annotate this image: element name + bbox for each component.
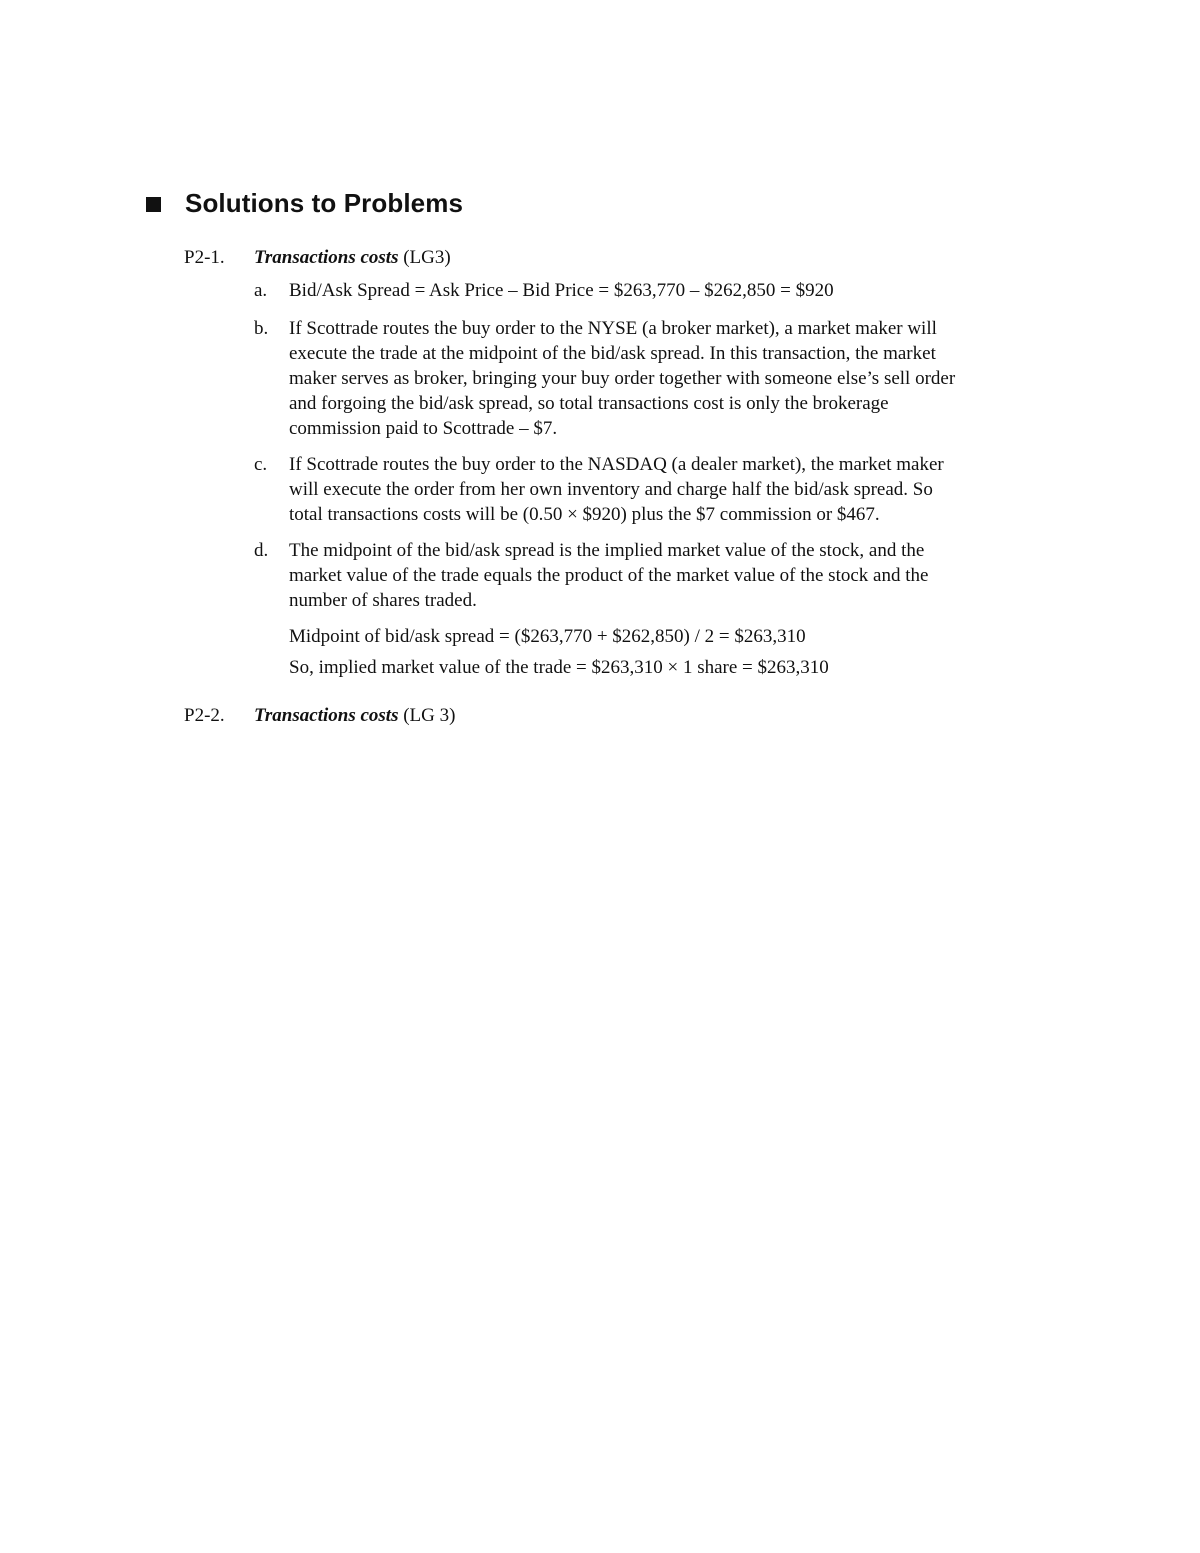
square-bullet-icon <box>146 197 161 212</box>
item-letter: d. <box>254 540 269 561</box>
calculation-midpoint: Midpoint of bid/ask spread = ($263,770 + $262,850) / 2 = $263,310 <box>289 626 806 647</box>
learning-goal: (LG3) <box>398 247 451 268</box>
answer-item-c <box>254 452 1074 527</box>
text-line: The midpoint of the bid/ask spread is the implied market value of the stock, and the <box>289 540 925 561</box>
text-line: and forgoing the bid/ask spread, so total transactions cost is only the brokerage <box>289 393 889 414</box>
text-line: maker serves as broker, bringing your buy order together with someone else’s sell order <box>289 368 956 389</box>
answer-item-a <box>254 278 1074 303</box>
item-text <box>289 316 1074 441</box>
text-line: If Scottrade routes the buy order to the NYSE (a broker market), a market maker will <box>289 318 937 339</box>
problem-header-p2-2 <box>184 703 455 728</box>
learning-goal: (LG 3) <box>398 705 456 726</box>
problem-title: Transactions costs <box>254 247 399 268</box>
item-text <box>289 538 1074 613</box>
problem-number: P2-1. <box>184 247 225 268</box>
section-title: Solutions to Problems <box>185 188 464 218</box>
text-line: If Scottrade routes the buy order to the NASDAQ (a dealer market), the market maker <box>289 454 944 475</box>
item-letter: b. <box>254 318 269 339</box>
text-line: number of shares traded. <box>289 590 477 611</box>
calculation-market-value: So, implied market value of the trade = $263,310 × 1 share = $263,310 <box>289 657 829 678</box>
answer-item-d <box>254 538 1074 613</box>
text-line: total transactions costs will be (0.50 × $920) plus the $7 commission or $467. <box>289 504 880 525</box>
text-line: Bid/Ask Spread = Ask Price – Bid Price = $263,770 – $262,850 = $920 <box>289 280 834 301</box>
answer-item-b <box>254 316 1074 441</box>
item-text <box>289 278 1074 303</box>
text-line: will execute the order from her own inventory and charge half the bid/ask spread. So <box>289 479 933 500</box>
text-line: execute the trade at the midpoint of the bid/ask spread. In this transaction, the market <box>289 343 936 364</box>
problem-number: P2-2. <box>184 705 225 726</box>
item-text <box>289 452 1074 527</box>
section-heading <box>146 188 463 219</box>
text-line: market value of the trade equals the product of the market value of the stock and the <box>289 565 929 586</box>
problem-header-p2-1 <box>184 245 451 270</box>
item-letter: a. <box>254 280 268 301</box>
problem-title: Transactions costs <box>254 705 399 726</box>
text-line: commission paid to Scottrade – $7. <box>289 418 558 439</box>
item-letter: c. <box>254 454 268 475</box>
